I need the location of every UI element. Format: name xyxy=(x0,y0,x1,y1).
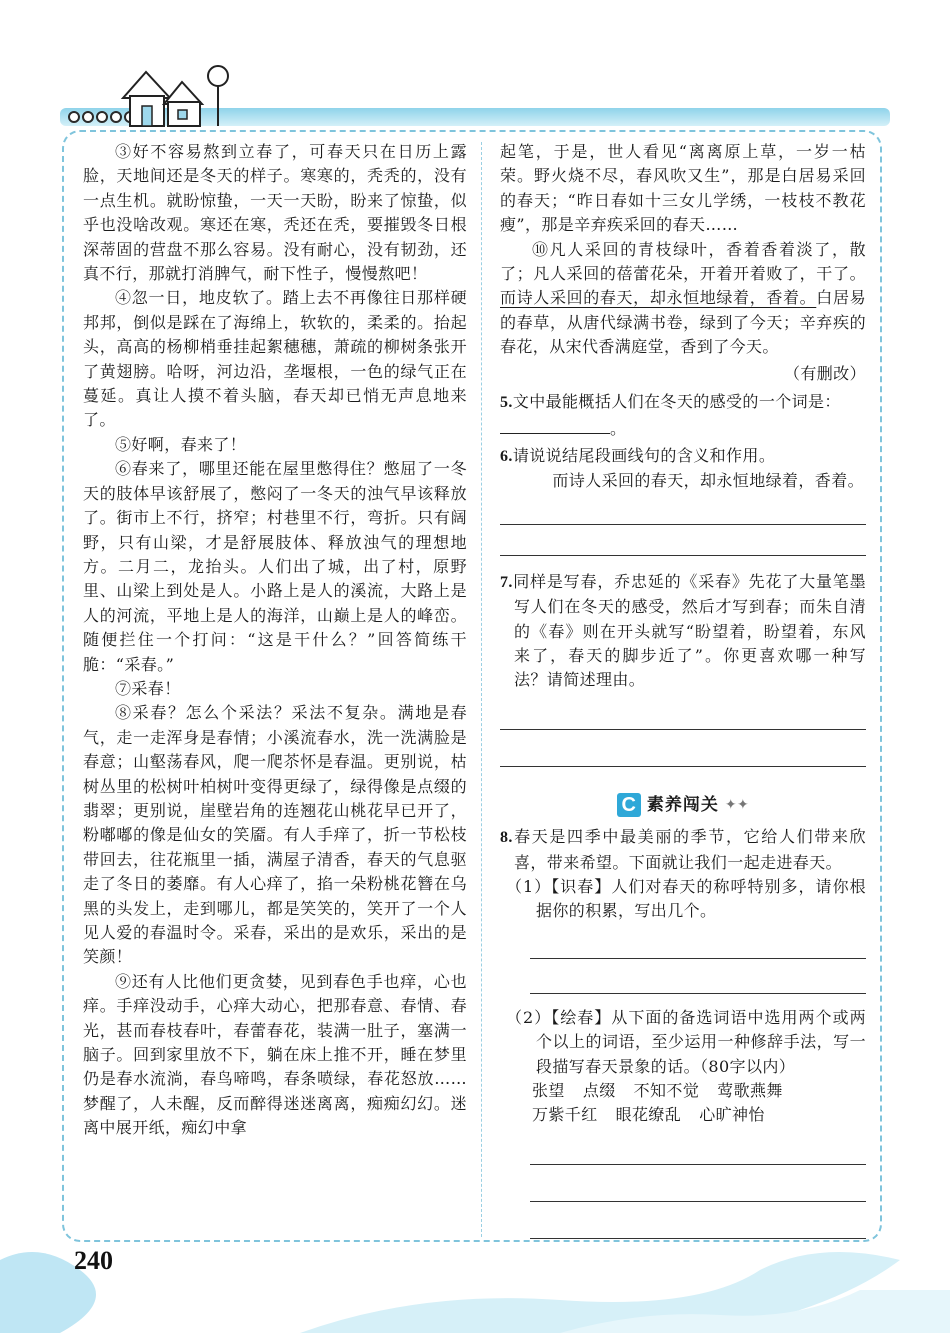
house-icon xyxy=(118,58,238,128)
section-badge: C xyxy=(617,793,641,817)
question-6-text: 请说说结尾段画线句的含义和作用。 xyxy=(512,445,776,465)
star-icon: ✦✦ xyxy=(724,796,750,813)
question-7-text: 同样是写春，乔忠延的《采春》先花了大量笔墨写人们在冬天的感受，然后才写到春；而朱自清的《春》则在开头就写“盼望着，盼望着，东风来了，春天的脚步近了”。你更喜欢哪一种写法？请简述理由。 xyxy=(512,571,866,690)
question-8-part-1: （1）【识春】人们对春天的称呼特别多，请你根据你的积累，写出几个。 xyxy=(506,876,866,921)
word-option: 点缀 xyxy=(582,1080,616,1100)
question-8-part-2: （2）【绘春】从下面的备选词语中选用两个或两个以上的词语，至少运用一种修辞手法，写一段描写春天景象的话。（80字以内） xyxy=(506,1007,866,1076)
paragraph-5: ⑤好啊，春来了！ xyxy=(115,434,247,454)
answer-line[interactable] xyxy=(530,1128,866,1165)
question-6-quote: 而诗人采回的春天，却永恒地绿着，香着。 xyxy=(552,471,864,491)
word-bank-row-1 xyxy=(500,1079,866,1103)
section-header xyxy=(500,793,866,817)
word-option: 莺歌燕舞 xyxy=(717,1080,783,1100)
question-8-number: 8. xyxy=(500,829,513,847)
answer-blank[interactable] xyxy=(500,415,610,434)
question-6 xyxy=(500,444,866,469)
paragraph-9-continuation: 起笔，于是，世人看见“离离原上草，一岁一枯荣。野火烧不尽，春风吹又生”，那是白居易采回的春天；“昨日春如十三女儿学绣，一枝枝不教花瘦”，那是辛弃疾采回的春天…… xyxy=(500,142,866,235)
paragraph-10-part-b: 白居易的春草，从唐代绿满书卷，绿到了今天；辛弃疾的春花，从宋代香满庭堂，香到了今天。 xyxy=(500,288,866,357)
question-5-answer xyxy=(500,415,866,441)
word-option: 万紫千红 xyxy=(532,1105,598,1125)
answer-line[interactable] xyxy=(500,730,866,767)
word-option: 眼花缭乱 xyxy=(615,1105,682,1125)
section-title: 素养闯关 xyxy=(646,794,719,815)
page-number: 240 xyxy=(74,1246,113,1275)
left-column xyxy=(83,140,467,1141)
question-8-text: 春天是四季中最美丽的季节，它给人们带来欣喜，带来希望。下面就让我们一起走进春天。 xyxy=(512,827,866,872)
answer-line[interactable] xyxy=(530,1165,866,1202)
paragraph-10-part-a: ⑩凡人采回的青枝绿叶，香着香着淡了，散了；凡人采回的蓓蕾花朵，开着开着败了，干了。 xyxy=(500,239,866,284)
answer-line[interactable] xyxy=(530,959,866,994)
question-5 xyxy=(500,390,866,415)
answer-line[interactable] xyxy=(500,525,866,556)
word-option: 不知不觉 xyxy=(633,1080,700,1100)
word-bank-row-2 xyxy=(500,1103,866,1127)
paragraph-9: ⑨还有人比他们更贪婪，见到春色手也痒，心也痒。手痒没动手，心痒大动心，把那春意、春情、春光，甚而春枝春叶，春蕾春花，装满一肚子，塞满一脑子。回到家里放不下，躺在床上推不开，睡在梦里仍是春水流淌，春鸟啼鸣，春条喷绿，春花怒放……梦醒了，人未醒，反而醉得迷迷离离，痴痴幻幻。迷离中展开纸，痴幻中拿 xyxy=(83,971,467,1138)
paragraph-7: ⑦采春！ xyxy=(115,678,181,698)
paragraph-3: ③好不容易熬到立春了，可春天只在日历上露脸，天地间还是冬天的样子。寒寒的，秃秃的，没有一点生机。就盼惊蛰，一天一天盼，盼来了惊蛰，似乎也没啥改观。寒还在寒，秃还在秃，要摧毁冬日根深蒂固的营盘不那么容易。没有耐心，没有韧劲，还真不行，那就打消脾气，耐下性子，慢慢熬吧！ xyxy=(83,142,467,284)
word-option: 张望 xyxy=(532,1080,565,1100)
column-divider xyxy=(481,142,482,1237)
paragraph-8: ⑧采春？怎么个采法？采法不复杂。满地是春气，走一走浑身是春情；小溪流春水，洗一洗满脸是春意；山壑荡春风，爬一爬苶怀是春温。更别说，枯树丛里的松树叶柏树叶变得更绿了，绿得像是点缀的翡翠；更别说，崖壁岩角的连翘花山桃花早已开了，粉嘟嘟的像是仙女的笑靥。有人手痒了，折一节松枝带回去，往花瓶里一插，满屋子清香，春天的气息驱走了冬日的萎靡。有人心痒了，掐一朵粉桃花簪在乌黑的头发上，走到哪儿，都是笑笑的，笑开了一个人见人爱的春温时令。采春，采出的是欢乐，采出的是笑颜！ xyxy=(83,703,467,967)
paragraph-6: ⑥春来了，哪里还能在屋里憋得住？憋屈了一冬天的肢体早该舒展了，憋闷了一冬天的浊气早该释放了。街市上不行，挤窄；村巷里不行，弯折。只有阔野，只有山梁，才是舒展肢体、释放浊气的理想地方。二月二，龙抬头。人们出了城，出了村，原野里、山梁上到处是人。小路上是人的溪流，大路上是人的河流，平地上是人的海洋，山巅上是人的峰峦。随便拦住一个打问：“这是干什么？”回答简练干脆：“采春。” xyxy=(83,459,467,674)
paragraph-4: ④忽一日，地皮软了。踏上去不再像往日那样硬邦邦，倒似是踩在了海绵上，软软的，柔柔的。抬起头，高高的杨柳梢垂挂起絮穗穗，萧疏的柳树条张开了黄翅膀。哈呀，河边沿，垄堰根，一色的绿气正在蔓延。真让人摸不着头脑，春天却已悄无声息地来了。 xyxy=(83,288,467,430)
underlined-sentence: 而诗人采回的春天，却永恒地绿着，香着。 xyxy=(500,288,817,308)
question-5-number: 5. xyxy=(500,394,513,412)
answer-line[interactable] xyxy=(500,494,866,525)
question-7-number: 7. xyxy=(500,573,513,591)
answer-line[interactable] xyxy=(500,693,866,730)
question-5-end: 。 xyxy=(610,419,627,439)
right-column xyxy=(500,140,866,1239)
question-5-text: 文中最能概括人们在冬天的感受的一个词是： xyxy=(512,392,841,412)
word-option: 心旷神怡 xyxy=(699,1105,765,1125)
paragraph-10 xyxy=(500,238,866,360)
wave-decoration xyxy=(0,1230,950,1333)
answer-line[interactable] xyxy=(530,924,866,959)
question-8 xyxy=(500,825,866,875)
question-6-number: 6. xyxy=(500,447,513,465)
question-7 xyxy=(500,570,866,693)
source-note: （有删改） xyxy=(783,363,866,383)
